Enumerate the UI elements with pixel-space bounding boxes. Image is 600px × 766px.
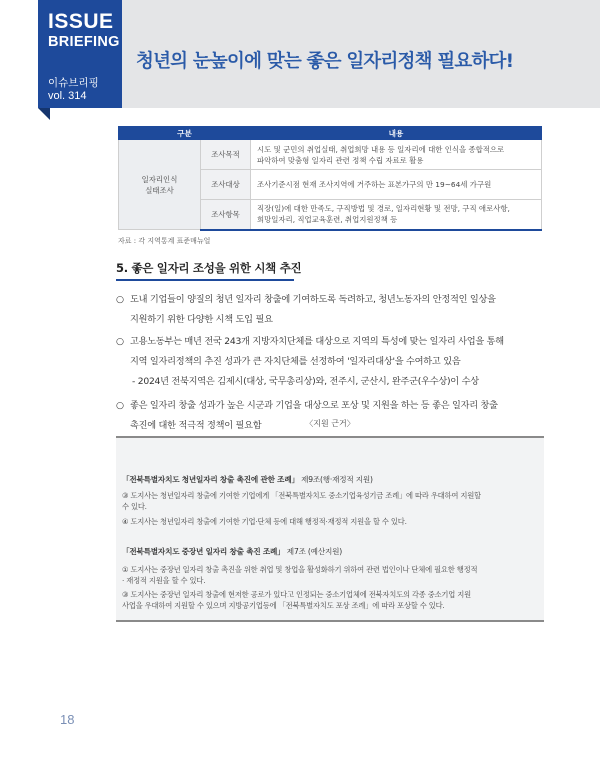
table-category-cell [119, 140, 201, 230]
section-underline [116, 279, 294, 281]
badge-fold [38, 108, 50, 120]
badge-volume: vol. 314 [48, 90, 87, 102]
clause-line: ③ 도지사는 중장년 일자리 창출에 현저한 공로가 있다고 인정되는 중소기업체에 전북자치도의 각종 중소기업 지원 [122, 590, 471, 599]
bullet-paragraph [116, 396, 498, 436]
survey-table [118, 126, 542, 231]
dash-item [132, 372, 479, 392]
ordinance-name: 「전북특별자치도 청년일자리 창출 촉진에 관한 조례」 [122, 475, 299, 484]
content-line: 조사기준시점 현재 조사지역에 거주하는 표본가구의 만 19~64세 가구원 [257, 180, 492, 189]
content-line: 희망일자리, 직업교육훈련, 취업지원정책 등 [257, 215, 398, 225]
category-line: 실태조사 [145, 185, 174, 195]
clause-line: 수 있다. [122, 502, 147, 511]
clause-line: ④ 도지사는 청년일자리 창출에 기여한 기업·단체 등에 대해 행정적·재정적 지원을 할 수 있다. [122, 517, 407, 526]
clause-line: ③ 도지사는 청년일자리 창출에 기여한 기업에게 「전북특별자치도 중소기업육성기금 조례」에 따라 우대하여 지원할 [122, 491, 481, 500]
paragraph-line: 좋은 일자리 창출 성과가 높은 시군과 기업을 대상으로 포상 및 지원을 하는 등 좋은 일자리 창출 [130, 400, 498, 411]
table-header-category: 구분 [119, 127, 251, 140]
table-source: 자료 : 각 지역통계 표준매뉴얼 [118, 237, 211, 245]
badge-subtitle: BRIEFING [48, 34, 120, 50]
clause-line: ① 도지사는 중장년 일자리 창출 촉진을 위한 취업 및 창업을 활성화하기 위하여 관련 법인이나 단체에 필요한 행정적 [122, 565, 478, 574]
category-line: 일자리인식 [141, 174, 178, 184]
page-number: 18 [60, 712, 75, 727]
table-header-row [119, 127, 542, 140]
content-line: 시도 및 군민의 취업실태, 취업희망 내용 등 일자리에 대한 인식을 종합적으로 [257, 144, 505, 154]
bullet-paragraph [116, 290, 496, 330]
content-line: 직장(일)에 대한 만족도, 구직방법 및 경로, 일자리현황 및 전망, 구직 애로사항, [257, 204, 510, 214]
circle-bullet-icon: ○ [116, 400, 124, 411]
table-row-content [251, 140, 542, 170]
table-header-content: 내용 [251, 127, 542, 140]
circle-bullet-icon: ○ [116, 294, 124, 305]
header-margin [0, 0, 38, 108]
content-line: 파악하여 맞춤형 일자리 관련 정책 수립 자료로 활용 [257, 155, 424, 165]
paragraph-line: 도내 기업들이 양질의 청년 일자리 창출에 기여하도록 독려하고, 청년노동자의 안정적인 일상을 [130, 294, 496, 305]
section-title: 5. 좋은 일자리 조성을 위한 시책 추진 [116, 261, 302, 275]
circle-bullet-icon: ○ [116, 336, 124, 347]
paragraph-line: 고용노동부는 매년 전국 243개 지방자치단체를 대상으로 지역의 특성에 맞는 일자리 사업을 통해 [130, 336, 504, 347]
support-basis-label: 〈지원 근거〉 [305, 419, 355, 428]
clause-line: · 재정적 지원을 할 수 있다. [122, 576, 206, 585]
dash-item-text: 2024년 전북지역은 김제시(대상, 국무총리상)와, 전주시, 군산시, 완주군(우수상)이 수상 [137, 376, 479, 387]
paragraph-line: 촉진에 대한 적극적 정책이 필요함 [130, 420, 262, 431]
paragraph-line: 지원하기 위한 다양한 시책 도입 필요 [130, 314, 273, 325]
ordinance-title [122, 546, 342, 557]
ordinance-article: 제9조(행·재정적 지원) [298, 475, 373, 484]
table-row-content [251, 200, 542, 230]
ordinance-name: 「전북특별자치도 중장년 일자리 창출 촉진 조례」 [122, 547, 285, 556]
page-title: 청년의 눈높이에 맞는 좋은 일자리정책 필요하다! [136, 51, 514, 72]
paragraph-line: 지역 일자리정책의 추진 성과가 큰 자치단체를 선정하여 '일자리대상'을 수여하고 있음 [130, 356, 461, 367]
badge-title: ISSUE [48, 10, 114, 33]
clause-line: 사업을 우대하여 지원할 수 있으며 지방공기업등에 「전북특별자치도 포상 조례」에 따라 포상할 수 있다. [122, 601, 445, 610]
table-row-label: 조사대상 [201, 170, 251, 200]
bullet-paragraph [116, 332, 504, 372]
table-row-label: 조사항목 [201, 200, 251, 230]
ordinance-title [122, 474, 373, 485]
dash-marker: - [132, 376, 136, 387]
table-row-label: 조사목적 [201, 140, 251, 170]
table-row-content [251, 170, 542, 200]
table-row [119, 140, 542, 170]
ordinance-article: 제7조 (예산지원) [284, 547, 342, 556]
badge-korean: 이슈브리핑 [48, 77, 99, 89]
